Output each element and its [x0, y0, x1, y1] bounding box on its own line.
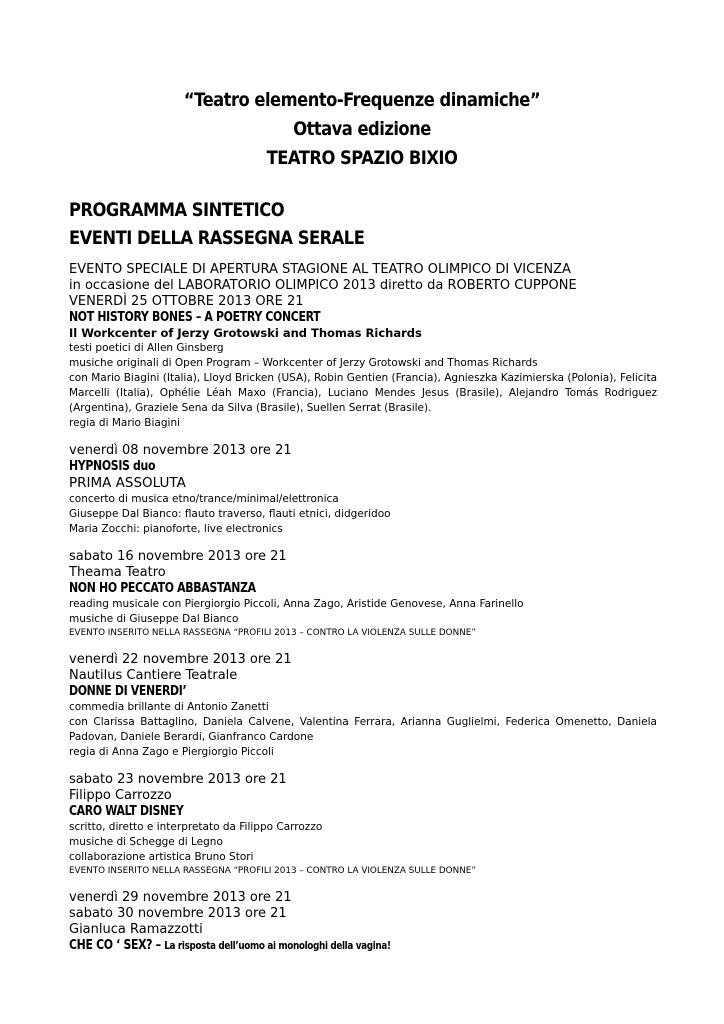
event-date: venerdì 08 novembre 2013 ore 21: [69, 443, 292, 458]
event-detail: commedia brillante di Antonio Zanetti: [69, 701, 269, 713]
event-show-subtitle: La risposta dell’uomo ai monologhi della vagina!: [164, 940, 391, 952]
opening-announcement: EVENTO SPECIALE DI APERTURA STAGIONE AL TEATRO OLIMPICO DI VICENZA: [69, 262, 571, 277]
event-donne-di-venerdi: [69, 652, 657, 760]
festival-title: “Teatro elemento-Frequenze dinamiche”: [183, 89, 541, 111]
opening-detail: testi poetici di Allen Ginsberg: [69, 342, 224, 354]
event-date: sabato 16 novembre 2013 ore 21: [69, 549, 287, 564]
event-caro-walt-disney: [69, 772, 657, 878]
event-date: sabato 23 novembre 2013 ore 21: [69, 772, 287, 787]
venue-name: TEATRO SPAZIO BIXIO: [266, 147, 458, 169]
section-heading: [69, 196, 412, 252]
event-company: Theama Teatro: [69, 565, 166, 580]
event-detail: Giuseppe Dal Bianco: flauto traverso, flauti etnici, didgeridoo: [69, 508, 391, 520]
event-note: EVENTO INSERITO NELLA RASSEGNA “PROFILI 2013 – CONTRO LA VIOLENZA SULLE DONNE”: [69, 866, 476, 876]
event-detail: concerto di musica etno/trance/minimal/elettronica: [69, 493, 339, 505]
event-company: Nautilus Cantiere Teatrale: [69, 668, 238, 683]
opening-company: Il Workcenter of Jerzy Grotowski and Thomas Richards: [69, 326, 422, 340]
event-detail: collaborazione artistica Bruno Stori: [69, 851, 254, 863]
program-list: [69, 262, 657, 954]
event-che-co-sex: [69, 890, 657, 954]
event-show-title-main: CHE CO ‘ SEX? –: [69, 938, 161, 953]
event-company: Gianluca Ramazzotti: [69, 922, 203, 937]
event-detail: scritto, diretto e interpretato da Filippo Carrozzo: [69, 821, 323, 833]
event-detail: musiche di Schegge di Legno: [69, 836, 223, 848]
premiere-label: PRIMA ASSOLUTA: [69, 475, 186, 491]
event-non-ho-peccato: [69, 549, 657, 640]
event-show-title: HYPNOSIS duo: [69, 459, 156, 474]
event-date: venerdì 22 novembre 2013 ore 21: [69, 652, 292, 667]
section-title-line1: PROGRAMMA SINTETICO: [69, 199, 285, 221]
opening-detail: musiche originali di Open Program – Workcenter of Jerzy Grotowski and Thomas Richards: [69, 357, 538, 369]
edition-label: Ottava edizione: [293, 118, 431, 140]
opening-date: VENERDÌ 25 OTTOBRE 2013 ORE 21: [69, 294, 304, 309]
event-detail: musiche di Giuseppe Dal Bianco: [69, 613, 239, 625]
opening-show-title: NOT HISTORY BONES – A POETRY CONCERT: [69, 310, 321, 325]
event-show-title: CARO WALT DISNEY: [69, 804, 184, 819]
event-note: EVENTO INSERITO NELLA RASSEGNA “PROFILI 2013 – CONTRO LA VIOLENZA SULLE DONNE”: [69, 628, 476, 638]
section-title-line2: EVENTI DELLA RASSEGNA SERALE: [69, 227, 365, 249]
event-detail: Maria Zocchi: pianoforte, live electronics: [69, 523, 283, 535]
event-detail: reading musicale con Piergiorgio Piccoli, Anna Zago, Aristide Genovese, Anna Farinello: [69, 598, 524, 610]
event-cast: con Clarissa Battaglino, Daniela Calvene, Valentina Ferrara, Arianna Guglielmi, Federica Omenetto, Daniela Padovan, Daniele Berardi, Gianfranco Cardone: [69, 716, 657, 743]
event-show-title: [69, 938, 563, 954]
event-opening: [69, 262, 657, 431]
document-header: [0, 86, 724, 173]
event-hypnosis: [69, 443, 657, 537]
opening-occasion: in occasione del LABORATORIO OLIMPICO 2013 diretto da ROBERTO CUPPONE: [69, 278, 577, 293]
event-date: venerdì 29 novembre 2013 ore 21: [69, 890, 292, 905]
opening-cast: con Mario Biagini (Italia), Lloyd Bricken (USA), Robin Gentien (Francia), Agnieszka Kazimierska (Polonia), Felicita Marcelli (Italia), Ophélie Léah Maxo (Francia), Luciano Mendes Jesus (Brasile), Alejandro Tomás Rodriguez (Argentina), Graziele Sena da Silva (Brasile), Suellen Serrat (Brasile).: [69, 372, 657, 414]
event-date: sabato 30 novembre 2013 ore 21: [69, 906, 287, 921]
event-company: Filippo Carrozzo: [69, 788, 172, 803]
opening-director: regia di Mario Biagini: [69, 417, 181, 429]
event-show-title: NON HO PECCATO ABBASTANZA: [69, 581, 256, 596]
event-show-title: DONNE DI VENERDI’: [69, 684, 187, 699]
event-director: regia di Anna Zago e Piergiorgio Piccoli: [69, 746, 274, 758]
